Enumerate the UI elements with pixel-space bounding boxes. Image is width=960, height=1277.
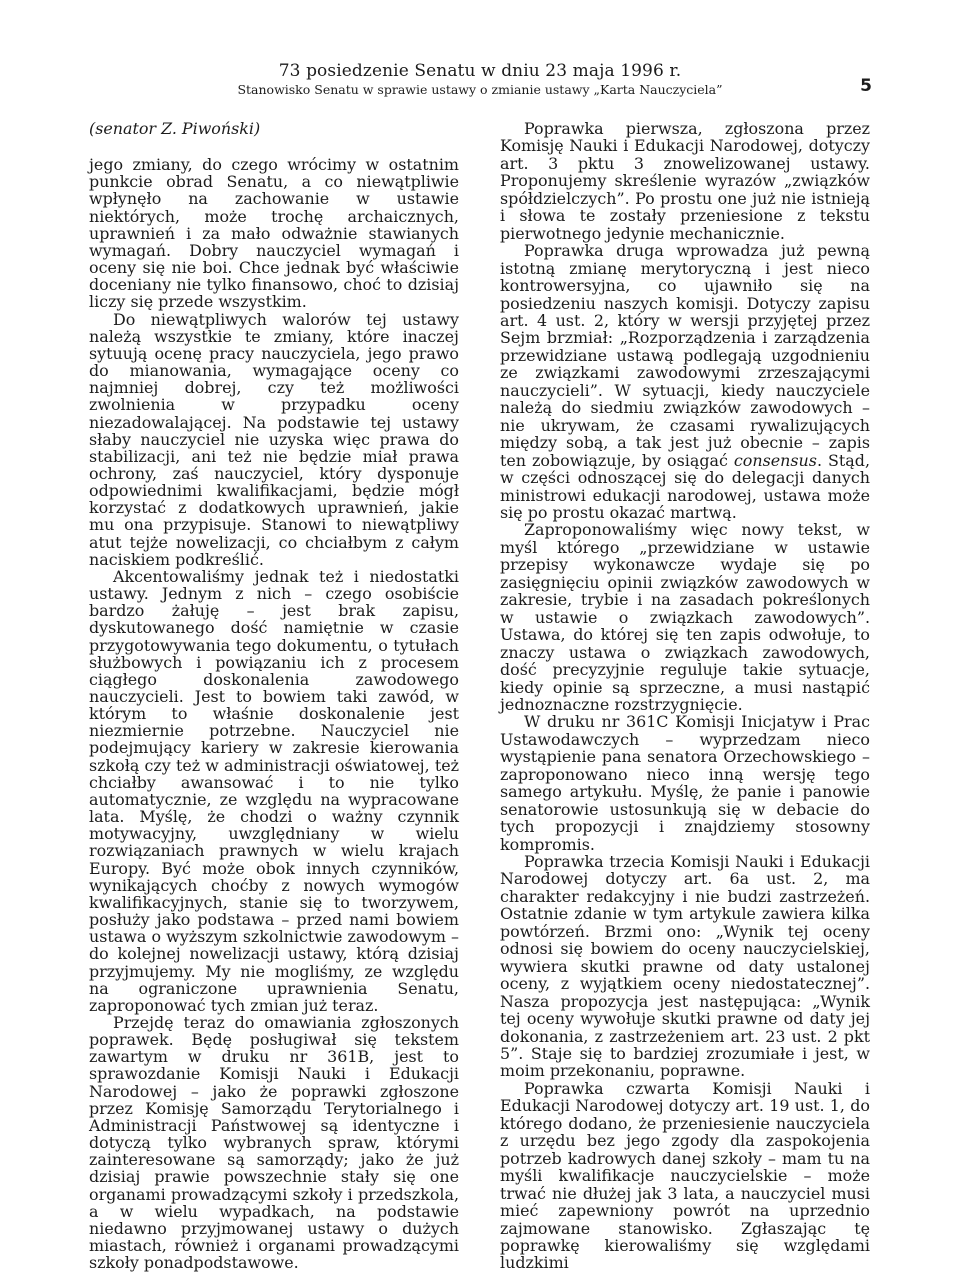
header-subtitle: Stanowisko Senatu w sprawie ustawy o zmianie ustawy „Karta Nauczyciela” <box>237 82 723 97</box>
header-title: 73 posiedzenie Senatu w dniu 23 maja 1996 r. <box>278 61 682 81</box>
emphasized-term: consensus <box>733 450 817 470</box>
page-header <box>0 60 960 98</box>
left-column <box>89 120 459 1271</box>
paragraph: Poprawka pierwsza, zgłoszona przez Komisję Nauki i Edukacji Narodowej, dotyczy art. 3 pktu 3 znowelizowanej ustawy. Proponujemy skreślenie wyrazów „związków spółdzielczych”. Po prostu one już nie istnieją i słowa te zostały przeniesione z tekstu pierwotnego jedynie mechanicznie. <box>500 119 870 243</box>
paragraph: jego zmiany, do czego wrócimy w ostatnim punkcie obrad Senatu, a co niewątpliwie wpłynęło na zachowanie w ustawie niektórych, może trochę archaicznych, uprawnień i za mało odważnie stawianych wymagań. Dobry nauczyciel wymagań i oceny się nie boi. Chce jednak być właściwie doceniany nie tylko finansowo, choć to dzisiaj liczy się przede wszystkim. <box>89 155 459 312</box>
paragraph-text: . Stąd, w części odnoszącej się do delegacji danych ministrowi edukacji narodowej, ustawa może się po prostu okazać martwą. <box>500 450 870 522</box>
paragraph: Poprawka trzecia Komisji Nauki i Edukacji Narodowej dotyczy art. 6a ust. 2, ma charakter redakcyjny i nie budzi zastrzeżeń. Ostatnie zdanie w tym artykule zawiera kilka powtórzeń. Brzmi ono: „Wynik tej oceny odnosi się bowiem do oceny nauczycielskiej, wywiera skutki prawne od daty ustalonej oceny, z wyjątkiem oceny niedostatecznej”. Nasza propozycja jest następująca: „Wynik tej oceny wywołuje skutki prawne od daty jej dokonania, z zastrzeżeniem art. 23 ust. 2 pkt 5”. Staje się to bardziej zrozumiałe i jest, w moim przekonaniu, poprawne. <box>500 852 870 1081</box>
paragraph: Poprawka czwarta Komisji Nauki i Edukacji Narodowej dotyczy art. 19 ust. 1, do którego dodano, że przeniesienie nauczyciela z urzędu bez jego zgody dla zaspokojenia potrzeb kadrowych danej szkoły – mam tu na myśli kwalifikacje nauczycielskie – może trwać nie dłużej jak 3 lata, a nauczyciel musi mieć zapewniony powrót na uprzednio zajmowane stanowisko. Zgłaszając tę poprawkę kierowaliśmy się względami ludzkimi <box>500 1078 870 1273</box>
speaker-label: (senator Z. Piwoński) <box>89 119 261 138</box>
paragraph-text: Poprawka druga wprowadza już pewną istotną zmianę merytoryczną i jest nieco kontrowersyjna, co ujawniło się na posiedzeniu naszych komisji. Dotyczy zapisu art. 4 ust. 2, który w wersji przyjętej przez Sejm brzmiał: „Rozporządzenia i zarządzenia przewidziane ustawą podlegają uzgodnieniu ze związkami zawodowymi zrzeszającymi nauczycieli”. W sytuacji, kiedy nauczyciele należą do siedmiu związków zawodowych – nie ukrywam, że czasami rywalizujących między sobą, a tak jest już obecnie – zapis ten zobowiązuje, by osiągać <box>500 241 870 470</box>
paragraph: W druku nr 361C Komisji Inicjatyw i Prac Ustawodawczych – wyprzedzam nieco wystąpienie pana senatora Orzechowskiego – zaproponowano nieco inną wersję tego samego artykułu. Myślę, że panie i panowie senatorowie ustosunkują się w debacie do tych propozycji i znajdziemy stosowny kompromis. <box>500 712 870 854</box>
paragraph: Akcentowaliśmy jednak też i niedostatki ustawy. Jednym z nich – czego osobiście bardzo żałuję – jest brak zapisu, dyskutowanego dość namiętnie w czasie przygotowywania tego dokumentu, o tytułach służbowych i powiązaniu ich z procesem ciągłego doskonalenia zawodowego nauczycieli. Jest to bowiem taki zawód, w którym to właśnie doskonalenie jest niezmiernie potrzebne. Nauczyciel nie podejmujący kariery w zakresie kierowania szkołą czy też w administracji oświatowej, też chciałby awansować i to nie tylko automatycznie, ze względu na wypracowane lata. Myślę, że chodzi o ważny czynnik motywacyjny, uwzględniany w wielu rozwiązaniach prawnych w wielu krajach Europy. Być może obok innych czynników, wynikających choćby z nowych wymogów kwalifikacyjnych, stanie się to tworzywem, posłuży jako podstawa – przed nami bowiem ustawa o wyższym szkolnictwie zawodowym – do kolejnej nowelizacji ustawy, którą dzisiaj przyjmujemy. My nie mogliśmy, ze względu na ograniczone uprawnienia Senatu, zaproponować tych zmian już teraz. <box>89 566 459 1015</box>
paragraph <box>500 242 870 521</box>
paragraph: Przejdę teraz do omawiania zgłoszonych poprawek. Będę posługiwał się tekstem zawartym w druku nr 361B, jest to sprawozdanie Komisji Nauki i Edukacji Narodowej – jako że poprawki zgłoszone przez Komisję Samorządu Terytorialnego i Administracji Państwowej są identyczne i dotyczą tylko wybranych spraw, którymi zainteresowane są samorządy; jako że już dzisiaj prawie powszechnie stały się one organami prowadzącymi szkoły i przedszkola, a w wielu wypadkach, na podstawie niedawno przyjmowanej ustawy o dużych miastach, również i organami prowadzącymi szkoły ponadpodstawowe. <box>89 1012 459 1273</box>
right-column <box>500 120 870 1272</box>
paragraph: Do niewątpliwych walorów tej ustawy należą wszystkie te zmiany, które inaczej sytuują ocenę pracy nauczyciela, jego prawo do mianowania, wymagające oceny co najmniej dobrej, czy też możliwości zwolnienia w przypadku oceny niezadowalającej. Na podstawie tej ustawy słaby nauczyciel nie uzyska więc prawa do stabilizacji, ani też nie będzie miał prawa ochrony, zaś nauczyciel, który dysponuje odpowiednimi kwalifikacjami, będzie mógł korzystać z dodatkowych uprawnień, jakie mu ona przypisuje. Stanowi to niewątpliwy atut tejże nowelizacji, co chciałbym z całym naciskiem podkreślić. <box>89 309 459 569</box>
paragraph: Zaproponowaliśmy więc nowy tekst, w myśl którego „przewidziane w ustawie przepisy wykonawcze wydaje się po zasięgnięciu opinii związków zawodowych w zakresie, trybie i na zasadach pokreślonych w ustawie o związkach zawodowych”. Ustawa, do której się ten zapis odwołuje, to znaczy ustawa o związkach zawodowych, dość precyzyjnie reguluje takie sytuacje, kiedy opinie są sprzeczne, a musi nastąpić jednoznaczne rozstrzygnięcie. <box>500 520 870 714</box>
page-number: 5 <box>860 76 872 96</box>
